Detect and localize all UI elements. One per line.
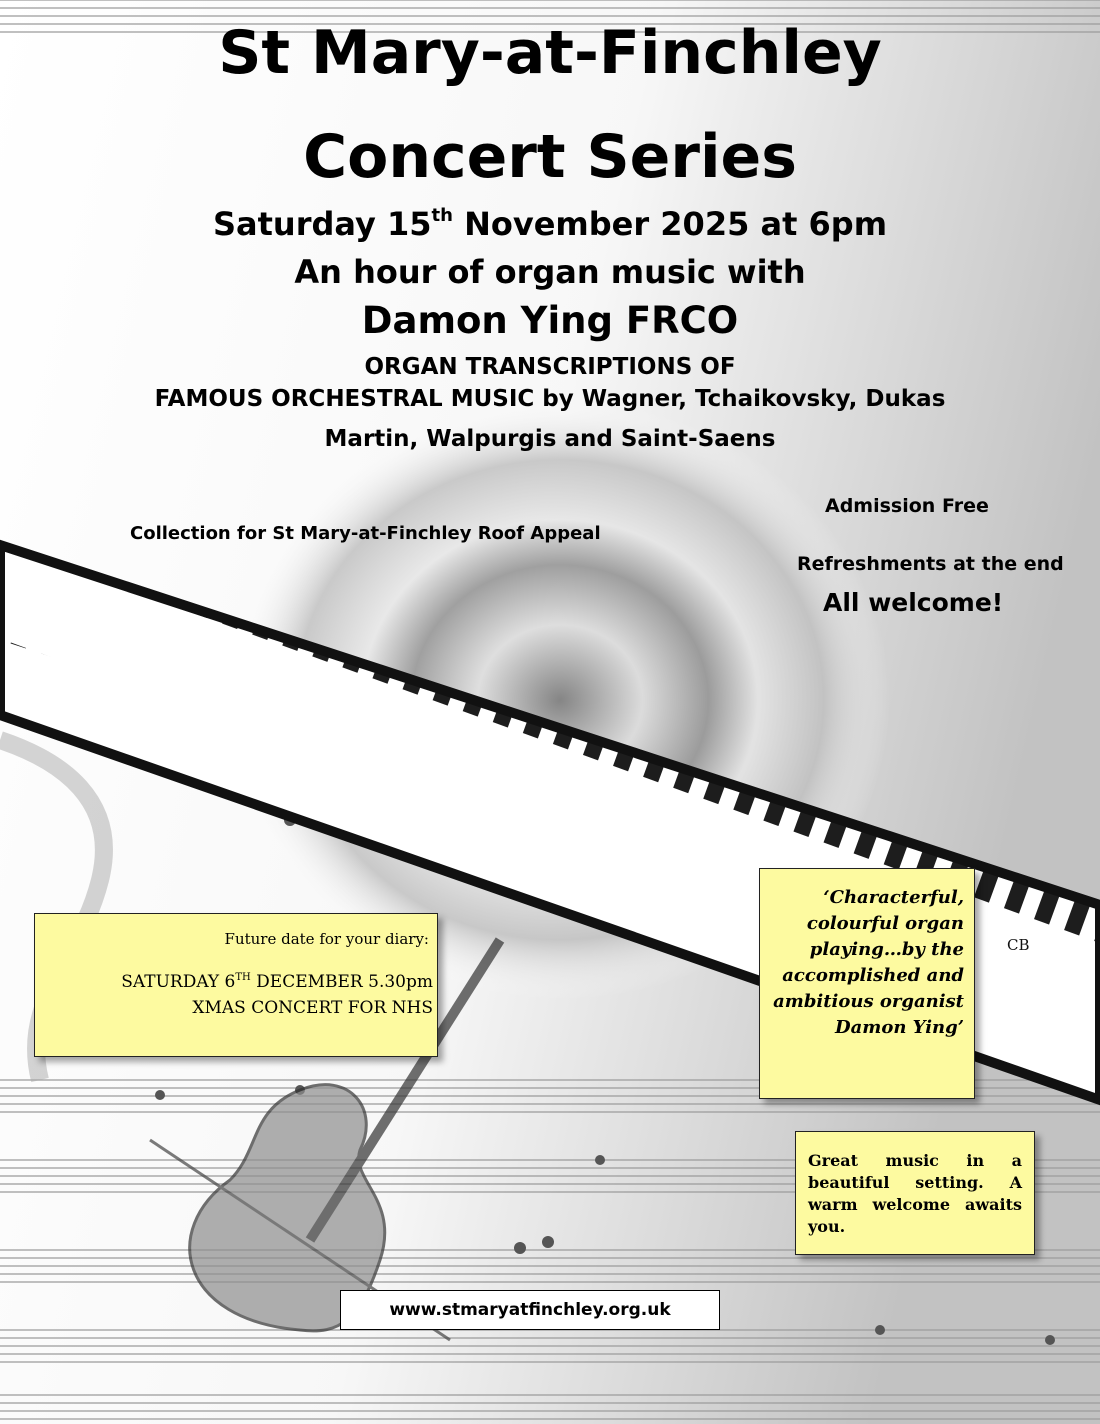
page-title: St Mary-at-Finchley (218, 18, 882, 88)
program-line-1: ORGAN TRANSCRIPTIONS OF (364, 354, 736, 380)
review-quote-box (759, 868, 975, 1099)
future-date-box (34, 913, 438, 1057)
date-rest: November 2025 at 6pm (452, 205, 888, 243)
program-line-3: Martin, Walpurgis and Saint-Saens (324, 426, 776, 452)
diary-intro: Future date for your diary: (224, 930, 429, 948)
page-subtitle: Concert Series (303, 122, 797, 192)
concert-date (0, 204, 1100, 244)
diary-date (121, 972, 433, 992)
setting-note-box (795, 1131, 1035, 1255)
concert-description: An hour of organ music with (294, 253, 806, 291)
website-link[interactable]: www.stmaryatfinchley.org.uk (340, 1290, 720, 1330)
diary-date-rest: DECEMBER 5.30pm (250, 972, 433, 992)
review-quote: ‘Characterful, colourful organ playing…by the accomplished and ambitious organist Damon Ying’ (773, 887, 964, 1038)
program-line-2: FAMOUS ORCHESTRAL MUSIC by Wagner, Tchaikovsky, Dukas (154, 386, 946, 412)
collection-note: Collection for St Mary-at-Finchley Roof Appeal (130, 523, 601, 544)
performer-name: Damon Ying FRCO (361, 299, 739, 342)
review-credit: CB (1007, 936, 1030, 954)
date-prefix: Saturday 15 (212, 205, 432, 243)
diary-date-prefix: SATURDAY 6 (121, 972, 236, 992)
date-ordinal: th (431, 205, 453, 226)
diary-event: XMAS CONCERT FOR NHS (192, 998, 433, 1018)
admission-note: Admission Free (825, 495, 989, 517)
setting-note: Great music in a beautiful setting. A warm welcome awaits you. (808, 1151, 1022, 1236)
diary-date-ordinal: TH (235, 972, 251, 983)
welcome-note: All welcome! (823, 588, 1004, 617)
refreshments-note: Refreshments at the end (797, 553, 1064, 575)
